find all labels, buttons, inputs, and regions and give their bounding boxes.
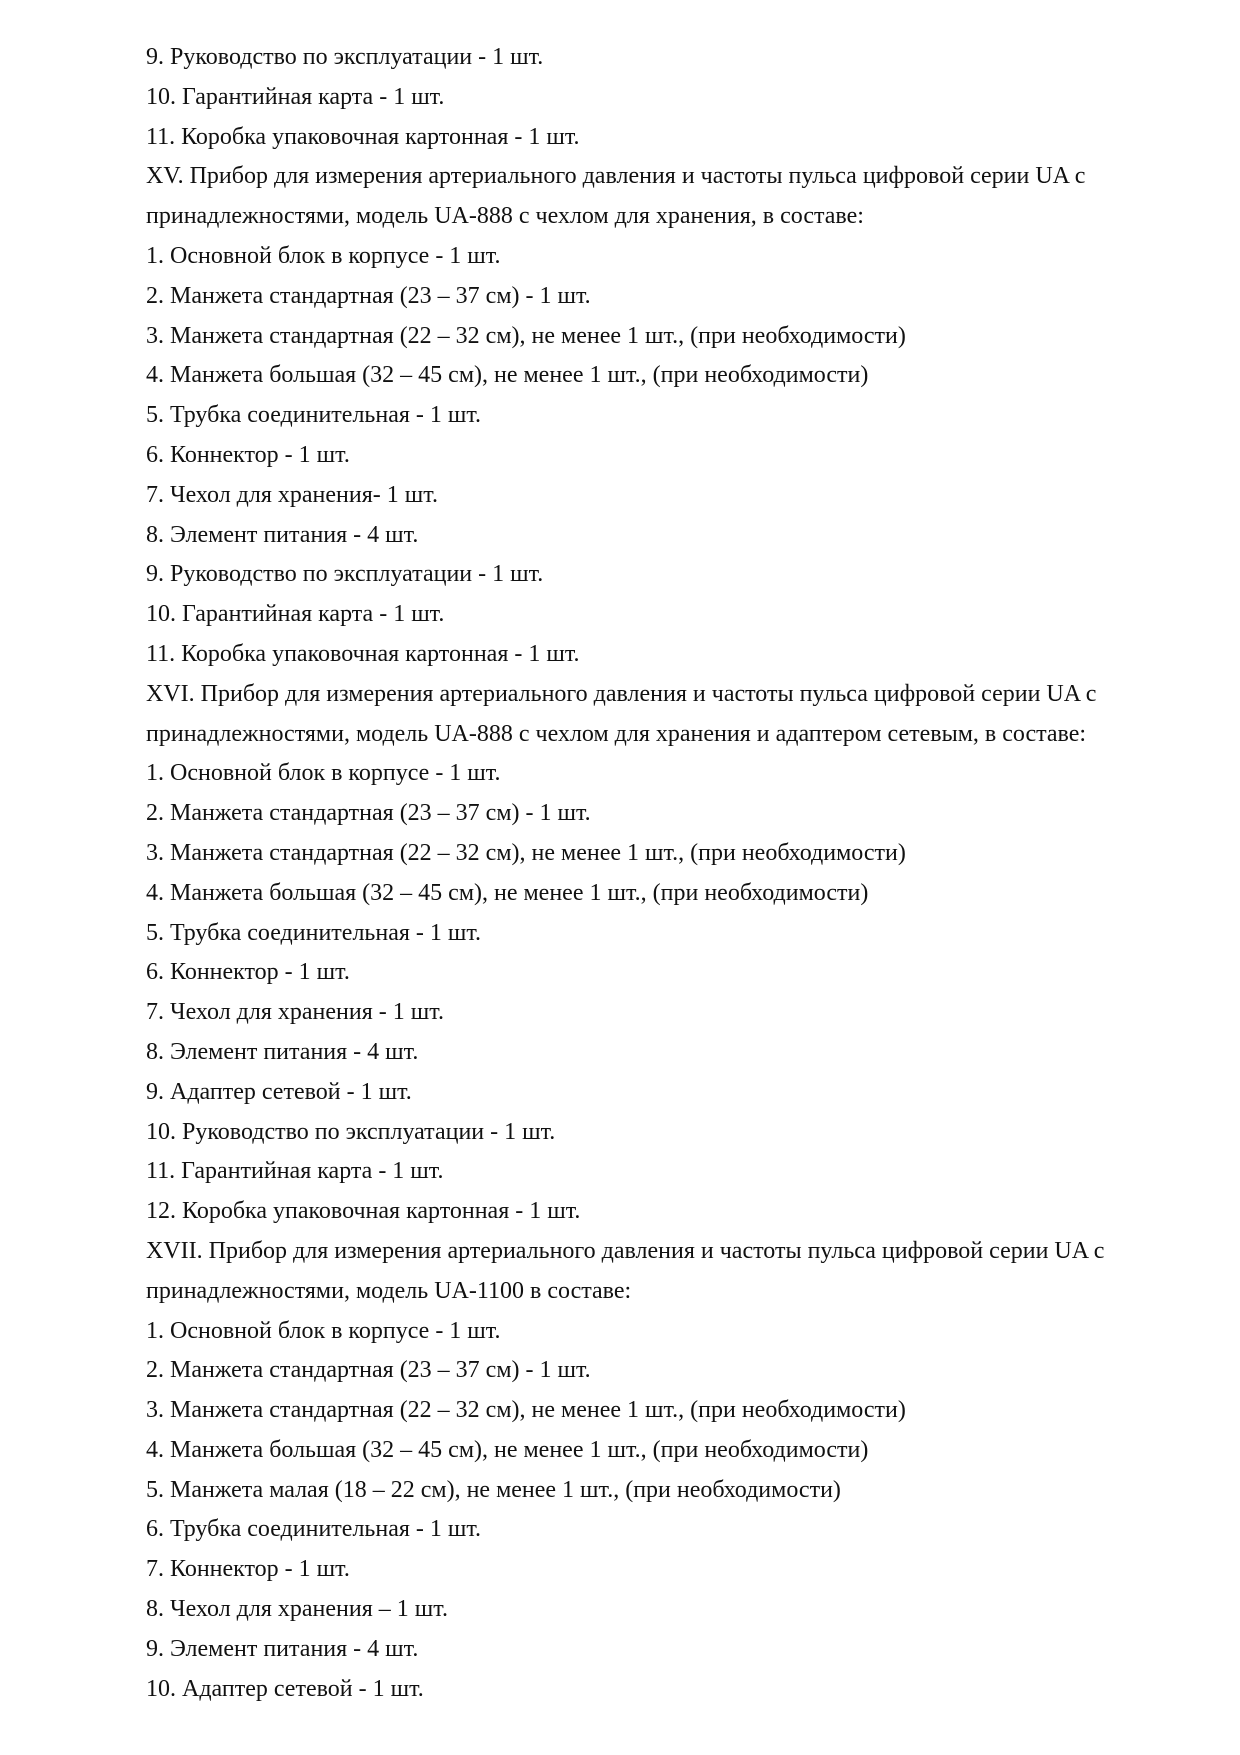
list-item: 5. Манжета малая (18 – 22 см), не менее 1 шт., (при необходимости) — [146, 1476, 841, 1503]
list-item: 6. Трубка соединительная - 1 шт. — [146, 1516, 482, 1543]
list-item: 6. Коннектор - 1 шт. — [146, 441, 350, 468]
list-item: 9. Адаптер сетевой - 1 шт. — [146, 1078, 412, 1105]
list-item: 7. Чехол для хранения- 1 шт. — [146, 481, 438, 508]
list-item: 3. Манжета стандартная (22 – 32 см), не менее 1 шт., (при необходимости) — [146, 839, 906, 866]
list-item: 8. Элемент питания - 4 шт. — [146, 1038, 419, 1065]
list-item: 5. Трубка соединительная - 1 шт. — [146, 402, 482, 429]
list-item: 11. Коробка упаковочная картонная - 1 шт. — [146, 123, 580, 150]
list-item: 12. Коробка упаковочная картонная - 1 шт. — [146, 1198, 581, 1225]
list-item: 1. Основной блок в корпусе - 1 шт. — [146, 1317, 501, 1344]
list-item: 10. Руководство по эксплуатации - 1 шт. — [146, 1118, 556, 1145]
list-item: 1. Основной блок в корпусе - 1 шт. — [146, 242, 501, 269]
list-item: 10. Гарантийная карта - 1 шт. — [146, 601, 445, 628]
list-item: 4. Манжета большая (32 – 45 см), не менее 1 шт., (при необходимости) — [146, 362, 869, 389]
list-item: 2. Манжета стандартная (23 – 37 см) - 1 шт. — [146, 800, 591, 827]
section-heading-continuation: принадлежностями, модель UA-1100 в составе: — [146, 1277, 632, 1304]
list-item: 10. Адаптер сетевой - 1 шт. — [146, 1675, 424, 1702]
list-item: 11. Коробка упаковочная картонная - 1 шт. — [146, 640, 580, 667]
list-item: 9. Руководство по эксплуатации - 1 шт. — [146, 561, 544, 588]
list-item: 2. Манжета стандартная (23 – 37 см) - 1 шт. — [146, 1357, 591, 1384]
list-item: 2. Манжета стандартная (23 – 37 см) - 1 шт. — [146, 282, 591, 309]
list-item: 3. Манжета стандартная (22 – 32 см), не менее 1 шт., (при необходимости) — [146, 322, 906, 349]
list-item: 9. Руководство по эксплуатации - 1 шт. — [146, 44, 544, 70]
section-heading-continuation: принадлежностями, модель UA-888 с чехлом для хранения и адаптером сетевым, в составе: — [146, 720, 1087, 747]
list-item: 10. Гарантийная карта - 1 шт. — [146, 83, 445, 110]
list-item: 8. Элемент питания - 4 шт. — [146, 521, 419, 548]
section-heading: XVI. Прибор для измерения артериального давления и частоты пульса цифровой серии UA с — [146, 680, 1097, 707]
list-item: 11. Гарантийная карта - 1 шт. — [146, 1158, 444, 1185]
list-item: 7. Коннектор - 1 шт. — [146, 1556, 350, 1583]
list-item: 4. Манжета большая (32 – 45 см), не менее 1 шт., (при необходимости) — [146, 879, 869, 906]
list-item: 7. Чехол для хранения - 1 шт. — [146, 999, 444, 1026]
list-item: 4. Манжета большая (32 – 45 см), не менее 1 шт., (при необходимости) — [146, 1436, 869, 1463]
list-item: 1. Основной блок в корпусе - 1 шт. — [146, 760, 501, 787]
section-heading-continuation: принадлежностями, модель UA-888 с чехлом для хранения, в составе: — [146, 203, 864, 230]
document-page — [146, 38, 1156, 1709]
section-heading: XV. Прибор для измерения артериального давления и частоты пульса цифровой серии UA с — [146, 163, 1086, 190]
list-item: 8. Чехол для хранения – 1 шт. — [146, 1596, 448, 1623]
list-item: 9. Элемент питания - 4 шт. — [146, 1635, 419, 1662]
list-item: 5. Трубка соединительная - 1 шт. — [146, 919, 482, 946]
section-heading: XVII. Прибор для измерения артериального давления и частоты пульса цифровой серии UA с — [146, 1237, 1105, 1264]
list-item: 6. Коннектор - 1 шт. — [146, 959, 350, 986]
list-item: 3. Манжета стандартная (22 – 32 см), не менее 1 шт., (при необходимости) — [146, 1397, 906, 1424]
